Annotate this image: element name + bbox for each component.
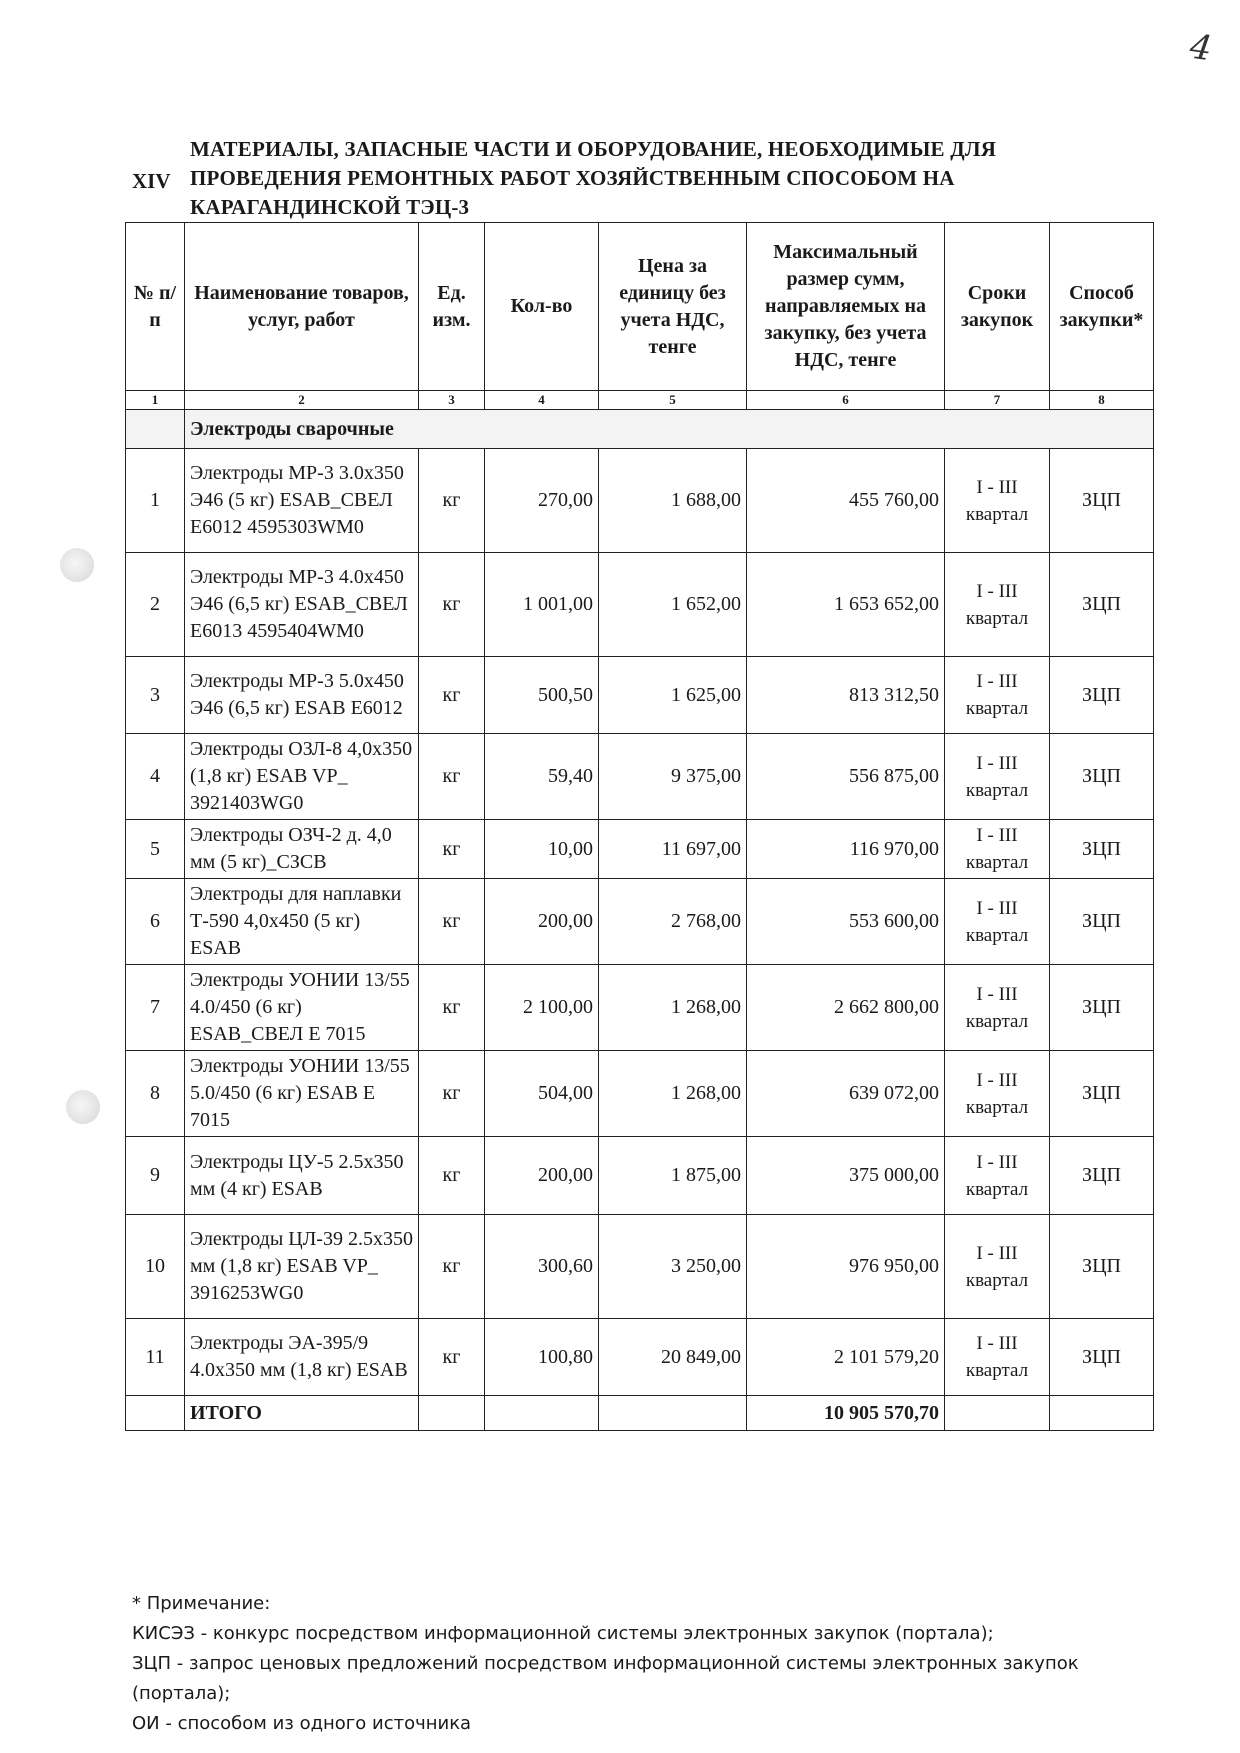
procurement-method: ЗЦП <box>1050 965 1154 1051</box>
quantity: 300,60 <box>485 1215 599 1319</box>
amount: 116 970,00 <box>747 820 945 879</box>
header-cell: Способ закупки* <box>1050 223 1154 391</box>
row-number: 5 <box>126 820 185 879</box>
unit: кг <box>419 657 485 734</box>
column-number: 7 <box>945 391 1050 410</box>
item-name: Электроды ОЗЧ-2 д. 4,0 мм (5 кг)_СЗСВ <box>185 820 419 879</box>
amount: 455 760,00 <box>747 449 945 553</box>
unit-price: 1 875,00 <box>599 1137 747 1215</box>
quantity: 100,80 <box>485 1319 599 1396</box>
page-number-mark: 4 <box>1187 26 1215 70</box>
table-row <box>126 553 1154 657</box>
column-number: 3 <box>419 391 485 410</box>
unit: кг <box>419 820 485 879</box>
table-row <box>126 734 1154 820</box>
unit-price: 3 250,00 <box>599 1215 747 1319</box>
item-name: Электроды ЭА-395/9 4.0х350 мм (1,8 кг) ESAB <box>185 1319 419 1396</box>
row-number: 7 <box>126 965 185 1051</box>
procurement-method: ЗЦП <box>1050 734 1154 820</box>
procurement-period: I - III квартал <box>945 879 1050 965</box>
amount: 375 000,00 <box>747 1137 945 1215</box>
section-number: XIV <box>132 169 171 193</box>
procurement-method: ЗЦП <box>1050 1215 1154 1319</box>
total-amount: 10 905 570,70 <box>747 1396 945 1431</box>
group-title: Электроды сварочные <box>185 410 1154 449</box>
quantity: 270,00 <box>485 449 599 553</box>
header-cell: Ед. изм. <box>419 223 485 391</box>
section-title-line: ПРОВЕДЕНИЯ РЕМОНТНЫХ РАБОТ ХОЗЯЙСТВЕННЫМ СПОСОБОМ НА <box>190 166 955 190</box>
section-title-line: МАТЕРИАЛЫ, ЗАПАСНЫЕ ЧАСТИ И ОБОРУДОВАНИЕ, НЕОБХОДИМЫЕ ДЛЯ <box>190 137 997 161</box>
unit: кг <box>419 1215 485 1319</box>
procurement-period: I - III квартал <box>945 1137 1050 1215</box>
procurement-period: I - III квартал <box>945 1319 1050 1396</box>
quantity: 200,00 <box>485 879 599 965</box>
procurement-period: I - III квартал <box>945 657 1050 734</box>
quantity: 1 001,00 <box>485 553 599 657</box>
item-name: Электроды УОНИИ 13/55 4.0/450 (6 кг) ESAB_СВЕЛ Е 7015 <box>185 965 419 1051</box>
unit-price: 20 849,00 <box>599 1319 747 1396</box>
group-row <box>126 410 1154 449</box>
table-row <box>126 449 1154 553</box>
unit-price: 1 268,00 <box>599 965 747 1051</box>
procurement-method: ЗЦП <box>1050 1137 1154 1215</box>
procurement-method: ЗЦП <box>1050 820 1154 879</box>
unit: кг <box>419 1051 485 1137</box>
total-row <box>126 1396 1154 1431</box>
unit: кг <box>419 553 485 657</box>
table-row <box>126 1051 1154 1137</box>
procurement-period: I - III квартал <box>945 553 1050 657</box>
unit-price: 2 768,00 <box>599 879 747 965</box>
footnote-line: (портала); <box>132 1683 231 1704</box>
unit-price: 1 268,00 <box>599 1051 747 1137</box>
footnote-line: ЗЦП - запрос ценовых предложений посредством информационной системы электронных закупок <box>132 1653 1079 1674</box>
column-number: 8 <box>1050 391 1154 410</box>
unit: кг <box>419 965 485 1051</box>
quantity: 200,00 <box>485 1137 599 1215</box>
header-cell: Сроки закупок <box>945 223 1050 391</box>
item-name: Электроды МР-3 4.0х450 Э46 (6,5 кг) ESAB_СВЕЛ Е6013 4595404WM0 <box>185 553 419 657</box>
table-row <box>126 965 1154 1051</box>
quantity: 500,50 <box>485 657 599 734</box>
punch-hole-bottom <box>66 1090 100 1124</box>
unit: кг <box>419 1319 485 1396</box>
item-name: Электроды МР-3 5.0х450 Э46 (6,5 кг) ESAB E6012 <box>185 657 419 734</box>
item-name: Электроды ОЗЛ-8 4,0х350 (1,8 кг) ESAB VP_ 3921403WG0 <box>185 734 419 820</box>
amount: 639 072,00 <box>747 1051 945 1137</box>
header-cell: № п/п <box>126 223 185 391</box>
procurement-period: I - III квартал <box>945 449 1050 553</box>
column-number: 4 <box>485 391 599 410</box>
procurement-method: ЗЦП <box>1050 1051 1154 1137</box>
procurement-period: I - III квартал <box>945 1051 1050 1137</box>
table-row <box>126 1215 1154 1319</box>
table-row <box>126 1137 1154 1215</box>
quantity: 504,00 <box>485 1051 599 1137</box>
row-number: 3 <box>126 657 185 734</box>
row-number: 11 <box>126 1319 185 1396</box>
column-number: 6 <box>747 391 945 410</box>
procurement-period: I - III квартал <box>945 1215 1050 1319</box>
unit-price: 1 625,00 <box>599 657 747 734</box>
amount: 813 312,50 <box>747 657 945 734</box>
procurement-method: ЗЦП <box>1050 1319 1154 1396</box>
table-row <box>126 879 1154 965</box>
amount: 556 875,00 <box>747 734 945 820</box>
unit: кг <box>419 449 485 553</box>
quantity: 2 100,00 <box>485 965 599 1051</box>
amount: 1 653 652,00 <box>747 553 945 657</box>
header-cell: Наименование товаров, услуг, работ <box>185 223 419 391</box>
table-row <box>126 657 1154 734</box>
footnote-line: КИСЭЗ - конкурс посредством информационной системы электронных закупок (портала); <box>132 1623 994 1644</box>
header-cell: Цена за единицу без учета НДС, тенге <box>599 223 747 391</box>
amount: 2 101 579,20 <box>747 1319 945 1396</box>
row-number: 4 <box>126 734 185 820</box>
unit: кг <box>419 734 485 820</box>
unit-price: 1 688,00 <box>599 449 747 553</box>
unit-price: 1 652,00 <box>599 553 747 657</box>
footnotes <box>132 1589 1172 1739</box>
row-number: 6 <box>126 879 185 965</box>
procurement-table <box>125 222 1154 1431</box>
row-number: 10 <box>126 1215 185 1319</box>
procurement-method: ЗЦП <box>1050 449 1154 553</box>
amount: 553 600,00 <box>747 879 945 965</box>
procurement-period: I - III квартал <box>945 734 1050 820</box>
unit: кг <box>419 879 485 965</box>
table-row <box>126 820 1154 879</box>
total-label: ИТОГО <box>185 1396 419 1431</box>
row-number: 9 <box>126 1137 185 1215</box>
quantity: 59,40 <box>485 734 599 820</box>
item-name: Электроды УОНИИ 13/55 5.0/450 (6 кг) ESAB E 7015 <box>185 1051 419 1137</box>
header-cell: Кол-во <box>485 223 599 391</box>
column-number: 5 <box>599 391 747 410</box>
column-number: 2 <box>185 391 419 410</box>
item-name: Электроды ЦУ-5 2.5х350 мм (4 кг) ESAB <box>185 1137 419 1215</box>
procurement-period: I - III квартал <box>945 965 1050 1051</box>
header-row <box>126 223 1154 391</box>
row-number: 1 <box>126 449 185 553</box>
column-number-row <box>126 391 1154 410</box>
header-cell: Максимальный размер сумм, направляемых на закупку, без учета НДС, тенге <box>747 223 945 391</box>
amount: 976 950,00 <box>747 1215 945 1319</box>
procurement-method: ЗЦП <box>1050 553 1154 657</box>
punch-hole-top <box>60 548 94 582</box>
section-title <box>190 135 996 222</box>
procurement-period: I - III квартал <box>945 820 1050 879</box>
unit-price: 9 375,00 <box>599 734 747 820</box>
item-name: Электроды для наплавки Т-590 4,0х450 (5 кг) ESAB <box>185 879 419 965</box>
column-number: 1 <box>126 391 185 410</box>
item-name: Электроды ЦЛ-39 2.5х350 мм (1,8 кг) ESAB VP_ 3916253WG0 <box>185 1215 419 1319</box>
table-row <box>126 1319 1154 1396</box>
item-name: Электроды МР-3 3.0х350 Э46 (5 кг) ESAB_СВЕЛ Е6012 4595303WM0 <box>185 449 419 553</box>
amount: 2 662 800,00 <box>747 965 945 1051</box>
unit-price: 11 697,00 <box>599 820 747 879</box>
procurement-method: ЗЦП <box>1050 879 1154 965</box>
section-title-line: КАРАГАНДИНСКОЙ ТЭЦ-3 <box>190 195 470 219</box>
row-number: 2 <box>126 553 185 657</box>
row-number: 8 <box>126 1051 185 1137</box>
procurement-method: ЗЦП <box>1050 657 1154 734</box>
footnote-heading: * Примечание: <box>132 1593 271 1614</box>
unit: кг <box>419 1137 485 1215</box>
quantity: 10,00 <box>485 820 599 879</box>
footnote-line: ОИ - способом из одного источника <box>132 1713 472 1734</box>
